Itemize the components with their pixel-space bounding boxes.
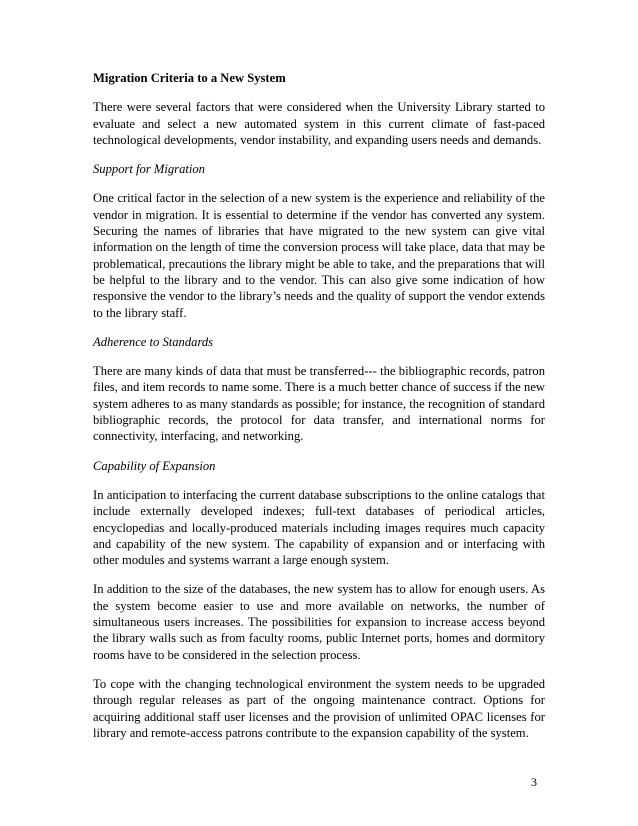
subheading-adherence-to-standards: Adherence to Standards [93, 334, 214, 349]
paragraph-adherence-to-standards: There are many kinds of data that must be transferred--- the bibliographic records, patron files, and item records to name some. There is a much better chance of success if the new system adheres to as many standards as possible; for instance, the recognition of standard bibliographic records, the protocol for data transfer, and international norms for connectivity, interfacing, and networking. [93, 364, 545, 444]
paragraph-expansion-upgrades: To cope with the changing technological environment the system needs to be upgraded through regular releases as part of the ongoing maintenance contract. Options for acquiring additional staff user licenses and the provision of unlimited OPAC licenses for library and remote-access patrons contribute to the expansion capability of the system. [93, 676, 545, 740]
subheading-capability-of-expansion: Capability of Expansion [93, 458, 216, 473]
page-content [93, 70, 545, 754]
paragraph-expansion-users: In addition to the size of the databases, the new system has to allow for enough users. As the system become easier to use and more available on networks, the number of simultaneous users increases. The possibilities for expansion to increase access beyond the library walls such as from faculty rooms, public Internet ports, homes and dormitory rooms have to be considered in the selection process. [93, 582, 545, 662]
paragraph-support-for-migration: One critical factor in the selection of a new system is the experience and reliability of the vendor in migration. It is essential to determine if the vendor has converted any system. Securing the names of libraries that have migrated to the new system can give vital information on the length of time the conversion process will take place, data that may be problematical, precautions the library might be able to take, and the preparations that will be helpful to the library and to the vendor. This can also give some indication of how responsive the vendor to the library’s needs and the quality of support the vendor extends to the library staff. [93, 191, 545, 320]
section-heading: Migration Criteria to a New System [93, 71, 286, 85]
intro-paragraph: There were several factors that were considered when the University Library started to evaluate and select a new automated system in this current climate of fast-paced technological developments, vendor instability, and expanding users needs and demands. [93, 100, 545, 147]
page-number: 3 [531, 775, 537, 789]
subheading-support-for-migration: Support for Migration [93, 162, 205, 177]
paragraph-expansion-indexes: In anticipation to interfacing the current database subscriptions to the online catalogs that include externally developed indexes; full-text databases of periodical articles, encyclopedias and locally-produced materials including images requires much capacity and capability of the new system. The capability of expansion and or interfacing with other modules and systems warrant a large enough system. [93, 487, 545, 568]
